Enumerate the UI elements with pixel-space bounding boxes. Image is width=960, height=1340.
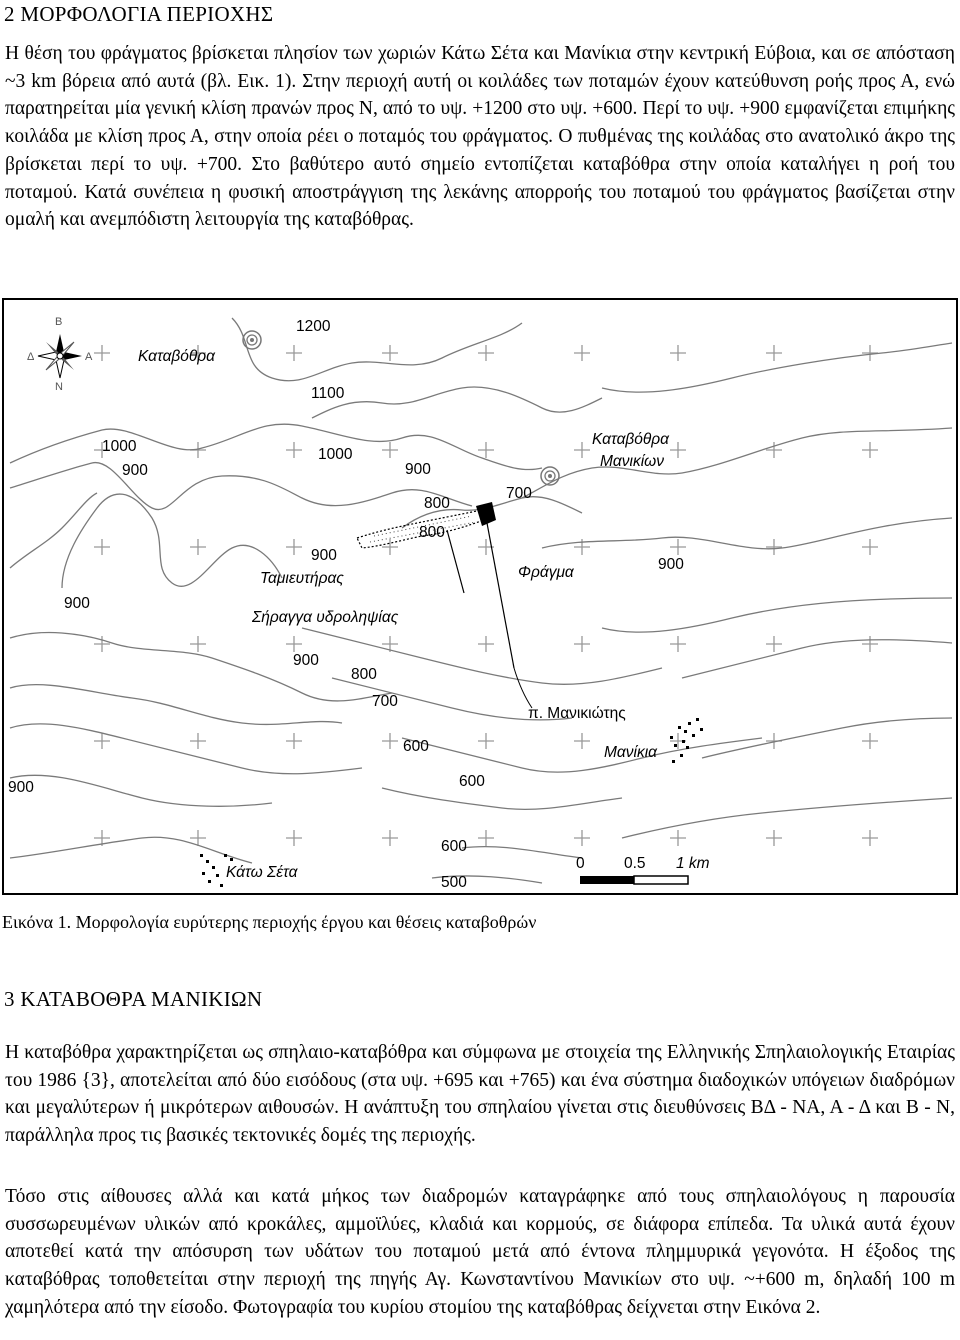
contour-label: 800 [424,495,450,512]
compass-south-label: Ν [55,381,63,393]
contour-label: 1000 [102,438,137,455]
katavothra-manikion-label-2: Μανικίων [600,453,664,470]
contour-label: 700 [372,693,398,710]
contour-label: 900 [311,547,337,564]
contour-label: 900 [658,556,684,573]
contour-label: 600 [441,838,467,855]
figure-caption: Εικόνα 1. Μορφολογία ευρύτερης περιοχής έργου και θέσεις καταβοθρών [2,912,537,932]
contour-label: 500 [441,874,467,891]
compass-west-label: Δ [27,351,35,363]
scale-label-one: 1 km [676,855,710,872]
katavothra-manikion-label-1: Καταβόθρα [592,431,670,448]
section-2-paragraph: Η θέση του φράγματος βρίσκεται πλησίον των χωριών Κάτω Σέτα και Μανίκια στην κεντρική Εύβοια, και σε απόσταση ~3 km βόρεια από αυτά (βλ. Εικ. 1). Στην περιοχή αυτή οι κοιλάδες των ποταμών έχουν κατεύθυνση ροής προς Α, ενώ παρατηρείται μία γενική κλίση πρανών προς Ν, από το υψ. +1200 στο υψ. +600. Περί το υψ. +900 εμφανίζεται επιμήκης κοιλάδα με κλίση προς Α, στην οποία ρέει ο ποταμός του φράγματος. Ο πυθμένας της κοιλάδας στο ανατολικό άκρο της βρίσκεται περί το υψ. +700. Στο βαθύτερο αυτό σημείο εντοπίζεται καταβόθρα στην οποία καταλήγει η ροή του ποταμού. Κατά συνέπεια η φυσική αποστράγγιση της λεκάνης απορροής του ποταμού του φράγματος βασίζεται στην ομαλή και ανεμπόδιστη λειτουργία της καταβόθρας. [5,43,955,231]
contour-label: 600 [403,738,429,755]
kato-seta-label: Κάτω Σέτα [226,864,298,881]
dam-label: Φράγμα [518,564,574,581]
contour-label: 900 [293,652,319,669]
contour-label: 800 [351,666,377,683]
katavothra-label: Καταβόθρα [138,348,216,365]
contour-label: 900 [8,779,34,796]
section-3-heading: 3 ΚΑΤΑΒΟΘΡΑ ΜΑΝΙΚΙΩΝ [4,987,263,1011]
contour-label: 1200 [296,318,331,335]
compass-north-label: Β [55,316,63,328]
intake-tunnel-label: Σήραγγα υδροληψίας [252,609,399,626]
reservoir-label: Ταμιευτήρας [260,570,344,587]
compass-east-label: Α [85,351,93,363]
morphology-map [2,298,958,895]
contour-label: 900 [122,462,148,479]
section-3-paragraph-1: Η καταβόθρα χαρακτηρίζεται ως σπηλαιο-καταβόθρα και σύμφωνα με στοιχεία της Ελληνικής Σπηλαιολογικής Εταιρίας του 1986 {3}, αποτελείται από δύο εισόδους (στα υψ. +695 και +765) και ένα σύστημα διαδοχικών υπόγειων διαδρόμων και μεγαλύτερων ή μικρότερων αιθουσών. Η ανάπτυξη του σπηλαίου γίνεται στις διευθύνσεις ΒΔ - ΝΑ, Α - Δ και Β - Ν, παράλληλα προς τις βασικές τεκτονικές δομές της περιοχής. [5,1042,955,1147]
section-3-paragraph-2: Τόσο στις αίθουσες αλλά και κατά μήκος των διαδρομών καταγράφηκε από τους σπηλαιολόγους η παρουσία συσσωρευμένων υλικών από κροκάλες, αμμοϊλύες, κλαδιά και κορμούς, σε διάφορα επίπεδα. Τα υλικά αυτά έχουν αποτεθεί κατά την απόσυρση των υδάτων του ποταμού μετά από έντονα πλημμυρικά γεγονότα. Η έξοδος της καταβόθρας τοποθετείται στην περιοχή της πηγής Αγ. Κωνσταντίνου Μανικίων στο υψ. ~+600 m, δηλαδή 100 m χαμηλότερα από την είσοδο. Φωτογραφία του κυρίου στομίου της καταβόθρας δείχνεται στην Εικόνα 2. [5,1186,955,1318]
manikia-label: Μανίκια [604,744,657,761]
contour-label: 900 [64,595,90,612]
scale-label-half: 0.5 [624,855,646,872]
contour-label: 700 [506,485,532,502]
river-label: π. Μανικιώτης [528,705,626,722]
contour-label: 900 [405,461,431,478]
scale-label-zero: 0 [576,855,585,872]
contour-label: 1000 [318,446,353,463]
contour-label: 600 [459,773,485,790]
section-2-heading: 2 ΜΟΡΦΟΛΟΓΙΑ ΠΕΡΙΟΧΗΣ [4,2,274,26]
contour-label: 800 [419,524,445,541]
contour-label: 1100 [311,385,345,402]
